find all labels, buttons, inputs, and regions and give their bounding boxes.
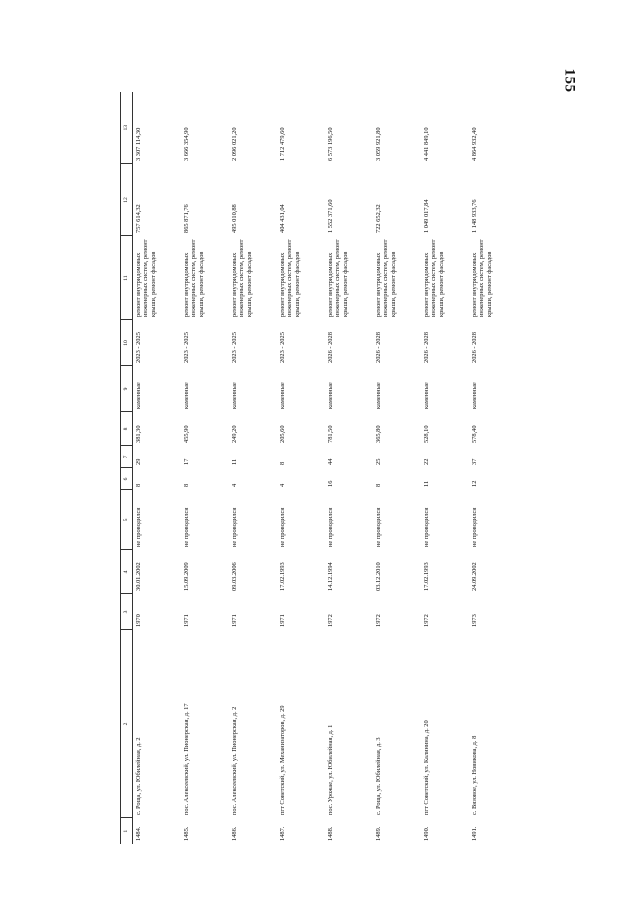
date-cell	[469, 550, 517, 594]
column-header: 13	[121, 92, 133, 164]
period-cell	[133, 320, 182, 366]
material-cell	[373, 366, 421, 412]
work-cell	[133, 236, 182, 320]
row-number-text: 1491.	[471, 826, 478, 841]
cost-cell	[229, 164, 277, 236]
address-cell-text: с. Роща, ул. Юбилейная, д. 2	[135, 737, 142, 815]
floors-cell-text: 12	[471, 480, 478, 487]
year-cell-text: 1972	[375, 614, 382, 627]
date-cell-text: 17.02.1993	[279, 562, 286, 591]
total-cell-text: 6 573 196,50	[327, 127, 334, 161]
count-cell	[325, 446, 373, 468]
work-cell-text: ремонт внутридомовых инженерных систем, ремонт крыши, ремонт фасадов	[183, 239, 205, 317]
material-cell-text: каменные	[279, 382, 286, 409]
total-cell	[469, 92, 517, 164]
total-cell	[421, 92, 469, 164]
row-number	[181, 818, 229, 844]
period-cell-text: 2023 - 2025	[183, 332, 190, 363]
date-cell	[277, 550, 325, 594]
work-cell	[469, 236, 517, 320]
area-cell-text: 249,20	[231, 425, 238, 443]
address-cell	[469, 630, 517, 818]
floors-cell	[133, 468, 182, 490]
address-cell	[277, 630, 325, 818]
inspection-cell-text: не проводился	[279, 507, 286, 547]
count-cell-text: 44	[327, 458, 334, 465]
floors-cell-text: 11	[423, 480, 430, 487]
area-cell-text: 365,80	[375, 425, 382, 443]
period-cell-text: 2026 - 2028	[471, 332, 478, 363]
material-cell-text: каменные	[327, 382, 334, 409]
year-cell-text: 1972	[423, 614, 430, 627]
row-number-text: 1490.	[423, 826, 430, 841]
cost-cell-text: 1 148 933,76	[471, 199, 478, 233]
year-cell	[421, 594, 469, 630]
cost-cell	[133, 164, 182, 236]
period-cell	[373, 320, 421, 366]
count-cell	[469, 446, 517, 468]
count-cell-text: 17	[183, 458, 190, 465]
period-cell	[469, 320, 517, 366]
total-cell-text: 1 712 479,60	[279, 127, 286, 161]
page-number: 155	[561, 68, 578, 93]
date-cell-text: 15.09.2009	[183, 562, 190, 591]
column-header: 6	[121, 468, 133, 490]
row-number-text: 1488.	[327, 826, 334, 841]
date-cell	[181, 550, 229, 594]
work-cell	[373, 236, 421, 320]
year-cell-text: 1971	[279, 614, 286, 627]
column-header: 1	[121, 818, 133, 844]
inspection-cell-text: не проводился	[231, 507, 238, 547]
cost-cell-text: 404 431,04	[279, 204, 286, 233]
year-cell	[277, 594, 325, 630]
work-cell-text: ремонт внутридомовых инженерных систем, ремонт крыши, ремонт фасадов	[135, 239, 157, 317]
date-cell	[421, 550, 469, 594]
row-number	[325, 818, 373, 844]
material-cell	[229, 366, 277, 412]
area-cell-text: 781,50	[327, 425, 334, 443]
floors-cell	[373, 468, 421, 490]
table-body	[121, 92, 518, 844]
count-cell-text: 25	[375, 458, 382, 465]
period-cell-text: 2026 - 2028	[375, 332, 382, 363]
area-cell	[229, 412, 277, 446]
inspection-cell	[277, 490, 325, 550]
column-header: 10	[121, 320, 133, 366]
floors-cell	[181, 468, 229, 490]
row-number	[373, 818, 421, 844]
period-cell	[421, 320, 469, 366]
date-cell	[229, 550, 277, 594]
year-cell-text: 1972	[327, 614, 334, 627]
column-header: 3	[121, 594, 133, 630]
column-header: 7	[121, 446, 133, 468]
year-cell-text: 1971	[231, 614, 238, 627]
work-cell-text: ремонт внутридомовых инженерных систем, ремонт крыши, ремонт фасадов	[375, 239, 397, 317]
cost-cell	[469, 164, 517, 236]
year-cell	[325, 594, 373, 630]
date-cell	[373, 550, 421, 594]
column-number-row	[121, 92, 133, 844]
total-cell-text: 4 864 932,40	[471, 127, 478, 161]
work-cell-text: ремонт внутридомовых инженерных систем, ремонт крыши, ремонт фасадов	[327, 239, 349, 317]
period-cell	[229, 320, 277, 366]
material-cell-text: каменные	[423, 382, 430, 409]
year-cell	[133, 594, 182, 630]
year-cell-text: 1973	[471, 614, 478, 627]
column-header: 12	[121, 164, 133, 236]
address-cell	[373, 630, 421, 818]
row-number-text: 1487.	[279, 826, 286, 841]
cost-cell	[373, 164, 421, 236]
date-cell	[133, 550, 182, 594]
total-cell	[277, 92, 325, 164]
inspection-cell	[421, 490, 469, 550]
period-cell	[181, 320, 229, 366]
work-cell	[181, 236, 229, 320]
row-number	[421, 818, 469, 844]
count-cell	[421, 446, 469, 468]
inspection-cell	[181, 490, 229, 550]
inspection-cell-text: не проводился	[471, 507, 478, 547]
area-cell	[277, 412, 325, 446]
total-cell-text: 3 666 354,90	[183, 127, 190, 161]
total-cell	[229, 92, 277, 164]
inspection-cell-text: не проводился	[375, 507, 382, 547]
period-cell-text: 2023 - 2025	[135, 332, 142, 363]
cost-cell-text: 1 049 017,84	[423, 199, 430, 233]
count-cell	[181, 446, 229, 468]
material-cell	[181, 366, 229, 412]
total-cell	[181, 92, 229, 164]
table-row	[229, 92, 277, 844]
inspection-cell-text: не проводился	[135, 507, 142, 547]
period-cell-text: 2023 - 2025	[231, 332, 238, 363]
address-cell	[421, 630, 469, 818]
floors-cell	[277, 468, 325, 490]
inspection-cell	[373, 490, 421, 550]
column-header: 8	[121, 412, 133, 446]
address-cell-text: пгт Советский, ул. Механизаторов, д. 29	[279, 705, 286, 815]
table-row	[325, 92, 373, 844]
date-cell-text: 30.01.2002	[135, 562, 142, 591]
material-cell	[133, 366, 182, 412]
year-cell	[229, 594, 277, 630]
inspection-cell-text: не проводился	[327, 507, 334, 547]
count-cell-text: 22	[423, 458, 430, 465]
count-cell	[229, 446, 277, 468]
area-cell	[325, 412, 373, 446]
address-cell-text: пос. Алексеевский, ул. Пионерская, д. 2	[231, 706, 238, 815]
row-number	[229, 818, 277, 844]
area-cell	[181, 412, 229, 446]
work-cell-text: ремонт внутридомовых инженерных систем, ремонт крыши, ремонт фасадов	[279, 239, 301, 317]
area-cell	[373, 412, 421, 446]
table-row	[277, 92, 325, 844]
table-row	[421, 92, 469, 844]
material-cell	[469, 366, 517, 412]
column-header: 11	[121, 236, 133, 320]
material-cell	[325, 366, 373, 412]
column-header: 9	[121, 366, 133, 412]
column-header: 4	[121, 550, 133, 594]
total-cell-text: 3 307 114,30	[135, 127, 142, 161]
address-cell-text: пгт Советский, ул. Калинина, д. 20	[423, 720, 430, 815]
row-number	[277, 818, 325, 844]
floors-cell	[229, 468, 277, 490]
material-cell-text: каменные	[471, 382, 478, 409]
work-cell-text: ремонт внутридомовых инженерных систем, ремонт крыши, ремонт фасадов	[471, 239, 493, 317]
inspection-cell	[469, 490, 517, 550]
date-cell-text: 17.02.1993	[423, 562, 430, 591]
period-cell	[325, 320, 373, 366]
housing-register-table	[120, 92, 517, 844]
row-number-text: 1489.	[375, 826, 382, 841]
year-cell-text: 1970	[135, 614, 142, 627]
table-row	[469, 92, 517, 844]
row-number-text: 1484.	[135, 826, 142, 841]
count-cell-text: 37	[471, 458, 478, 465]
material-cell	[277, 366, 325, 412]
row-number	[469, 818, 517, 844]
address-cell	[325, 630, 373, 818]
cost-cell	[421, 164, 469, 236]
period-cell	[277, 320, 325, 366]
material-cell	[421, 366, 469, 412]
material-cell-text: каменные	[375, 382, 382, 409]
count-cell	[373, 446, 421, 468]
inspection-cell	[133, 490, 182, 550]
address-cell-text: с. Роща, ул. Юбилейная, д. 3	[375, 737, 382, 815]
floors-cell-text: 4	[279, 483, 286, 487]
column-header: 2	[121, 630, 133, 818]
row-number-text: 1485.	[183, 826, 190, 841]
area-cell-text: 455,90	[183, 425, 190, 443]
floors-cell-text: 8	[135, 483, 142, 487]
address-cell-text: пос. Урожае, ул. Юбилейная, д. 1	[327, 724, 334, 815]
cost-cell	[181, 164, 229, 236]
area-cell	[133, 412, 182, 446]
cost-cell-text: 722 652,32	[375, 204, 382, 233]
date-cell	[325, 550, 373, 594]
area-cell	[421, 412, 469, 446]
table-container	[120, 92, 532, 844]
date-cell-text: 24.09.2002	[471, 562, 478, 591]
year-cell-text: 1971	[183, 614, 190, 627]
cost-cell	[325, 164, 373, 236]
total-cell	[373, 92, 421, 164]
table-row	[181, 92, 229, 844]
total-cell	[133, 92, 182, 164]
date-cell-text: 03.12.2010	[375, 562, 382, 591]
date-cell-text: 14.12.1994	[327, 562, 334, 591]
work-cell	[277, 236, 325, 320]
count-cell-text: 29	[135, 458, 142, 465]
work-cell-text: ремонт внутридомовых инженерных систем, ремонт крыши, ремонт фасадов	[423, 239, 445, 317]
area-cell-text: 381,30	[135, 425, 142, 443]
year-cell	[181, 594, 229, 630]
floors-cell-text: 8	[375, 483, 382, 487]
count-cell-text: 8	[279, 461, 286, 465]
cost-cell-text: 865 871,76	[183, 204, 190, 233]
total-cell-text: 4 441 849,10	[423, 127, 430, 161]
total-cell-text: 2 096 021,20	[231, 127, 238, 161]
work-cell	[229, 236, 277, 320]
row-number	[133, 818, 182, 844]
address-cell	[181, 630, 229, 818]
year-cell	[373, 594, 421, 630]
inspection-cell	[229, 490, 277, 550]
address-cell-text: с. Вязовое, ул. Новикова, д. 8	[471, 735, 478, 815]
row-number-text: 1486.	[231, 826, 238, 841]
floors-cell	[421, 468, 469, 490]
period-cell-text: 2026 - 2028	[423, 332, 430, 363]
count-cell-text: 11	[231, 458, 238, 465]
address-cell-text: пос. Алексеевский, ул. Пионерская, д. 17	[183, 703, 190, 815]
work-cell	[325, 236, 373, 320]
date-cell-text: 09.03.2006	[231, 562, 238, 591]
floors-cell-text: 4	[231, 483, 238, 487]
address-cell	[229, 630, 277, 818]
area-cell	[469, 412, 517, 446]
count-cell	[133, 446, 182, 468]
inspection-cell	[325, 490, 373, 550]
period-cell-text: 2026 - 2028	[327, 332, 334, 363]
cost-cell-text: 495 010,88	[231, 204, 238, 233]
inspection-cell-text: не проводился	[423, 507, 430, 547]
area-cell-text: 578,40	[471, 425, 478, 443]
count-cell	[277, 446, 325, 468]
material-cell-text: каменные	[135, 382, 142, 409]
inspection-cell-text: не проводился	[183, 507, 190, 547]
floors-cell	[469, 468, 517, 490]
floors-cell	[325, 468, 373, 490]
floors-cell-text: 16	[327, 480, 334, 487]
work-cell	[421, 236, 469, 320]
area-cell-text: 528,10	[423, 425, 430, 443]
floors-cell-text: 8	[183, 483, 190, 487]
cost-cell	[277, 164, 325, 236]
cost-cell-text: 757 614,32	[135, 204, 142, 233]
column-header: 5	[121, 490, 133, 550]
address-cell	[133, 630, 182, 818]
period-cell-text: 2023 - 2025	[279, 332, 286, 363]
cost-cell-text: 1 552 371,60	[327, 199, 334, 233]
area-cell-text: 205,60	[279, 425, 286, 443]
total-cell-text: 3 059 921,80	[375, 127, 382, 161]
work-cell-text: ремонт внутридомовых инженерных систем, ремонт крыши, ремонт фасадов	[231, 239, 253, 317]
table-row	[133, 92, 182, 844]
year-cell	[469, 594, 517, 630]
total-cell	[325, 92, 373, 164]
table-row	[373, 92, 421, 844]
material-cell-text: каменные	[231, 382, 238, 409]
material-cell-text: каменные	[183, 382, 190, 409]
